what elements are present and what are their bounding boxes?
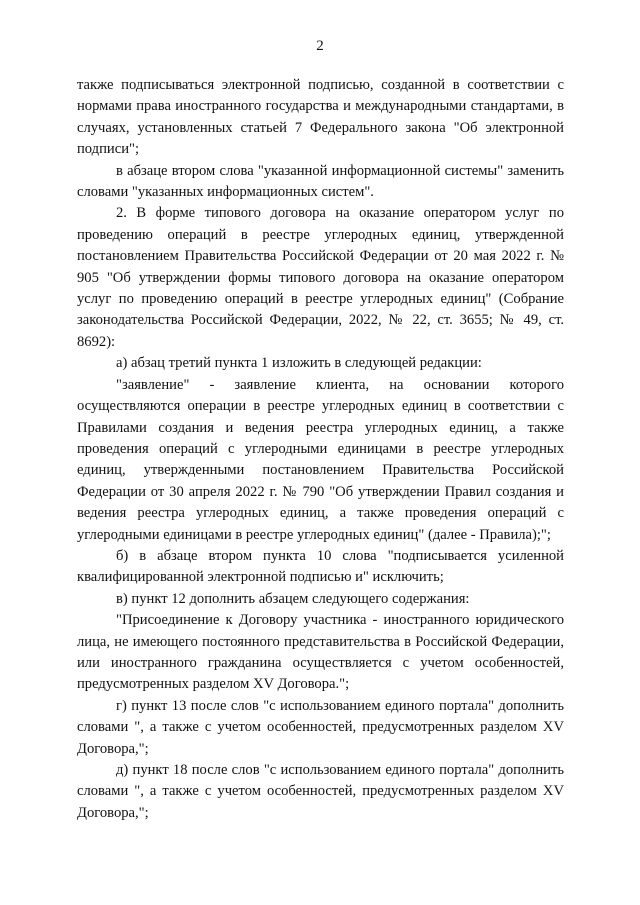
paragraph-subitem-a: а) абзац третий пункта 1 изложить в следующей редакции: — [116, 355, 482, 372]
paragraph-item-2: 2. В форме типового договора на оказание оператором услуг по проведению операций в реестре углеродных единиц, утвержденной постановлением Правительства Российской Федерации от 20 мая 2022 г. № 905 "Об утверждении формы типового договора на оказание оператором услуг по проведению операций в реестре углеродных единиц" (Собрание законодательства Российской Федерации, 2022, № 22, ст. 3655; № 49, ст. 8692): — [77, 205, 564, 350]
page-number: 2 — [316, 38, 324, 54]
paragraph-subitem-g: г) пункт 13 после слов "с использованием единого портала" дополнить словами ", а также с учетом особенностей, предусмотренных разделом XV Договора,"; — [77, 697, 564, 757]
paragraph-definition-zayavlenie: "заявление" - заявление клиента, на основании которого осуществляются операции в реестре углеродных единиц в соответствии с Правилами создания и ведения реестра углеродных единиц, а также проведения операций с углеродными единицами в реестре углеродных единиц, утвержденными постановлением Правительства Российской Федерации от 30 апреля 2022 г. № 790 "Об утверждении Правил создания и ведения реестра углеродных единиц, а также проведения операций с углеродными единицами в реестре углеродных единиц" (далее - Правила);"; — [77, 376, 564, 543]
paragraph-subitem-d: д) пункт 18 после слов "с использованием единого портала" дополнить словами ", а также с учетом особенностей, предусмотренных разделом XV Договора,"; — [77, 762, 564, 821]
paragraph-continuation: также подписываться электронной подписью, созданной в соответствии с нормами права иностранного государства и международными стандартами, в случаях, установленных статьей 7 Федерального закона "Об электронной подписи"; — [77, 77, 564, 158]
paragraph-subitem-b: б) в абзаце втором пункта 10 слова "подписывается усиленной квалифицированной электронной подписью и" исключить; — [77, 547, 564, 586]
paragraph-replace-words: в абзаце втором слова "указанной информационной системы" заменить словами "указанных информационных систем". — [77, 162, 564, 201]
document-body — [77, 75, 564, 824]
paragraph-subitem-v: в) пункт 12 дополнить абзацем следующего содержания: — [116, 590, 470, 607]
paragraph-quoted-addition: "Присоединение к Договору участника - иностранного юридического лица, не имеющего постоянного представительства в Российской Федерации, или иностранного гражданина осуществляется с учетом особенностей, предусмотренных разделом XV Договора."; — [77, 612, 564, 693]
